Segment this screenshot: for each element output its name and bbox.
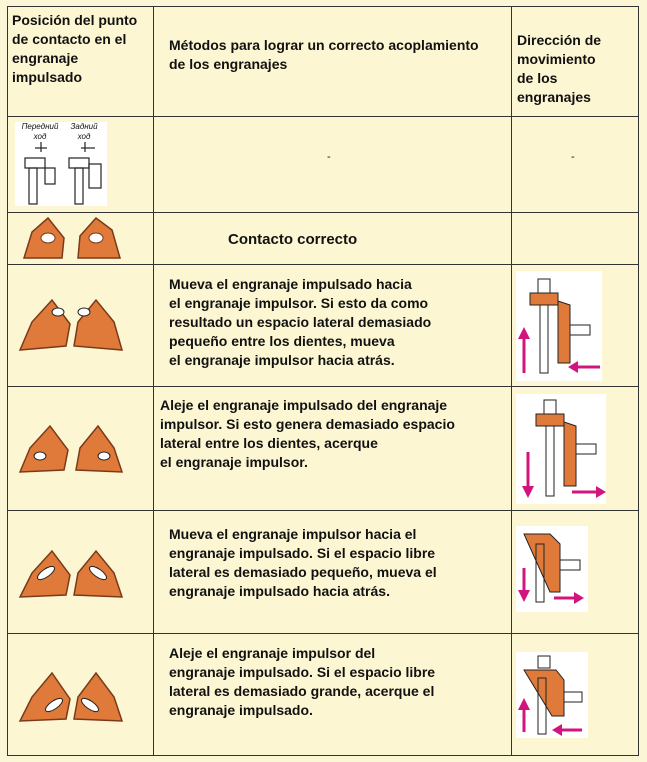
method-text: Mueva el engranaje impulsor hacia el engranaje impulsado. Si el espacio libre lateral es demasiado pequeño, mueva el engranaje impulsado hacia atrás. bbox=[169, 526, 437, 599]
drive-direction-illustration bbox=[15, 122, 107, 206]
col-divider bbox=[153, 6, 154, 756]
row-divider bbox=[7, 633, 639, 634]
direction-arrows bbox=[516, 394, 606, 504]
reverse-label: Задний ход bbox=[70, 122, 98, 141]
direction-placeholder: - bbox=[571, 151, 575, 163]
direction-illustration bbox=[516, 652, 588, 738]
direction-illustration bbox=[516, 394, 606, 504]
contact-correct-illustration bbox=[18, 216, 124, 260]
row-divider bbox=[7, 212, 639, 213]
row-divider bbox=[7, 386, 639, 387]
gear-teeth-contact bbox=[18, 543, 124, 599]
header-methods: Métodos para lograr un correcto acoplamiento de los engranajes bbox=[169, 37, 479, 72]
header-contact-point: Posición del punto de contacto en el engranaje impulsado bbox=[12, 12, 138, 85]
direction-arrows bbox=[516, 526, 588, 612]
gear-teeth-contact bbox=[18, 665, 124, 723]
method-placeholder: - bbox=[327, 151, 331, 163]
row-divider bbox=[7, 116, 639, 117]
gear-teeth-contact bbox=[18, 420, 124, 474]
direction-illustration bbox=[516, 526, 588, 612]
row-divider bbox=[7, 510, 639, 511]
gear-teeth-correct bbox=[18, 216, 124, 260]
header-direction: Dirección de movimiento de los engranajes bbox=[517, 32, 602, 105]
method-text: Aleje el engranaje impulsado del engranaje impulsor. Si esto genera demasiado espacio lateral entre los dientes, acerque el engranaje impulsor. bbox=[160, 397, 455, 470]
method-text-correct: Contacto correcto bbox=[228, 231, 358, 248]
contact-point-illustration bbox=[18, 420, 124, 474]
col-divider bbox=[511, 6, 512, 756]
forward-label: Передний ход bbox=[21, 122, 59, 141]
direction-arrows bbox=[516, 652, 588, 738]
table-border-bottom bbox=[7, 755, 639, 756]
contact-point-illustration bbox=[18, 292, 124, 352]
direction-illustration bbox=[516, 271, 602, 381]
contact-point-illustration bbox=[18, 543, 124, 599]
contact-point-illustration bbox=[18, 665, 124, 723]
col-divider bbox=[638, 6, 639, 756]
direction-arrows bbox=[516, 271, 602, 381]
col-divider bbox=[7, 6, 8, 756]
method-text: Mueva el engranaje impulsado hacia el engranaje impulsor. Si esto da como resultado un espacio lateral demasiado pequeño entre los dientes, mueva el engranaje impulsor hacia atrás. bbox=[169, 276, 432, 368]
gear-teeth-contact bbox=[18, 292, 124, 352]
row-divider bbox=[7, 264, 639, 265]
gear-pair-sketch bbox=[15, 122, 107, 206]
table-border-top bbox=[7, 6, 639, 7]
method-text: Aleje el engranaje impulsor del engranaje impulsado. Si el espacio libre lateral es demasiado grande, acerque el engranaje impulsado. bbox=[169, 645, 436, 718]
